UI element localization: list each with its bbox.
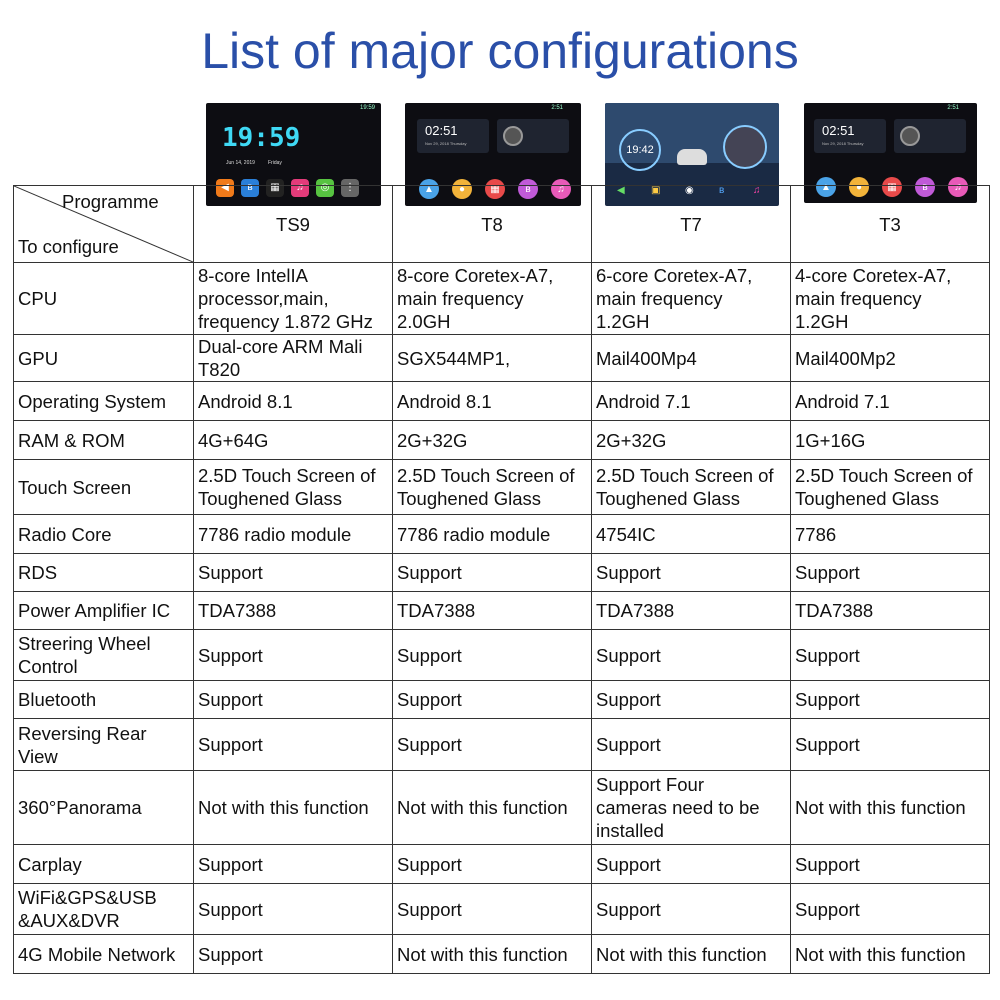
- radio-icon: ●: [452, 179, 472, 199]
- cell-text-line: 2G+32G: [397, 429, 468, 451]
- spec-value-cell: [592, 263, 791, 335]
- spec-value-cell: [393, 460, 592, 515]
- table-row: [14, 681, 990, 719]
- spec-value-cell: [393, 335, 592, 382]
- spec-value-cell: [393, 935, 592, 974]
- cell-text-line: Reversing Rear: [18, 722, 147, 744]
- table-row: [14, 592, 990, 630]
- cell-text-line: Streering Wheel: [18, 633, 151, 654]
- ts9-date: Jun 14, 2019: [226, 160, 255, 166]
- cell-text-line: Dual-core ARM Mali: [198, 336, 363, 357]
- cell-text-line: Support: [795, 853, 860, 875]
- cell-text-line: 4G Mobile Network: [18, 943, 176, 965]
- cell-text-line: Support: [596, 853, 661, 875]
- cell-text-line: Support: [596, 562, 661, 583]
- cell-text-line: 2.5D Touch Screen of: [795, 465, 973, 486]
- status-time: 2:51: [551, 105, 563, 111]
- cell-text-line: Power Amplifier IC: [18, 600, 171, 621]
- cell-text-line: Operating System: [18, 390, 167, 412]
- row-label-cell: [14, 681, 194, 719]
- spec-value-cell: [592, 884, 791, 935]
- cell-text-line: processor,main,: [198, 288, 329, 309]
- table-row: [14, 884, 990, 935]
- table-row: [14, 515, 990, 554]
- row-label-cell: [14, 771, 194, 845]
- cell-text-line: Not with this function: [596, 943, 767, 965]
- table-row: [14, 460, 990, 515]
- model-header-ts9: TS9: [194, 186, 393, 263]
- cell-text-line: WiFi&GPS&USB: [18, 887, 157, 908]
- status-bar: [206, 103, 381, 113]
- spec-value-cell: [592, 554, 791, 592]
- cell-text-line: Toughened Glass: [596, 488, 740, 509]
- configuration-table: [13, 185, 990, 974]
- spec-value-cell: [592, 421, 791, 460]
- music-icon: ♫: [291, 179, 309, 197]
- spec-value-cell: [194, 421, 393, 460]
- page-title: List of major configurations: [201, 23, 799, 79]
- cell-text-line: TDA7388: [397, 600, 476, 621]
- row-label-cell: [14, 263, 194, 335]
- cell-text-line: Support: [596, 689, 661, 710]
- navigation-icon: ◀: [216, 179, 234, 197]
- cell-text-line: Toughened Glass: [198, 488, 342, 509]
- cell-text-line: 1.2GH: [795, 311, 849, 332]
- cell-text-line: 1G+16G: [795, 429, 866, 451]
- table-row: [14, 421, 990, 460]
- cell-text-line: Support: [596, 734, 661, 755]
- cell-text-line: Not with this function: [397, 797, 568, 818]
- spec-value-cell: [791, 771, 990, 845]
- cell-text-line: Android 8.1: [198, 390, 293, 412]
- spec-value-cell: [194, 719, 393, 771]
- spec-value-cell: [194, 771, 393, 845]
- table-row: [14, 630, 990, 681]
- cell-text-line: Mail400Mp2: [795, 347, 896, 369]
- spec-value-cell: [592, 460, 791, 515]
- cell-text-line: Support: [397, 644, 462, 666]
- spec-value-cell: [592, 719, 791, 771]
- spec-value-cell: [791, 630, 990, 681]
- cell-text-line: Support: [795, 898, 860, 920]
- spec-value-cell: [791, 382, 990, 421]
- cell-text-line: Toughened Glass: [795, 488, 939, 509]
- cell-text-line: Support: [198, 689, 263, 710]
- navigation-icon: ◀: [617, 185, 625, 196]
- spec-value-cell: [194, 382, 393, 421]
- header-corner-cell: [14, 186, 194, 263]
- bluetooth-icon: ʙ: [241, 179, 259, 197]
- cell-text-line: Not with this function: [397, 943, 568, 965]
- spec-value-cell: [194, 460, 393, 515]
- cell-text-line: &AUX&DVR: [18, 910, 120, 931]
- spec-value-cell: [194, 630, 393, 681]
- cell-text-line: 6-core Coretex-A7,: [596, 265, 753, 286]
- ts9-day: Friday: [268, 160, 282, 166]
- spec-value-cell: [791, 421, 990, 460]
- spec-value-cell: [791, 884, 990, 935]
- spec-value-cell: [194, 592, 393, 630]
- cell-text-line: 4-core Coretex-A7,: [795, 265, 952, 286]
- spec-value-cell: [592, 515, 791, 554]
- cell-text-line: Control: [18, 656, 78, 677]
- row-label-cell: [14, 845, 194, 884]
- clock-widget: [417, 119, 489, 153]
- model-header-t8: T8: [393, 186, 592, 263]
- model-header-t7: T7: [592, 186, 791, 263]
- cell-text-line: 8-core Coretex-A7,: [397, 265, 554, 286]
- spec-value-cell: [791, 681, 990, 719]
- spec-value-cell: [592, 630, 791, 681]
- bluetooth-icon: ʙ: [518, 179, 538, 199]
- cell-text-line: Android 7.1: [795, 390, 890, 412]
- row-label-cell: [14, 515, 194, 554]
- apps-icon: ⋮: [341, 179, 359, 197]
- radio-icon: ◎: [316, 179, 334, 197]
- spec-value-cell: [592, 771, 791, 845]
- cell-text-line: frequency 1.872 GHz: [198, 311, 373, 332]
- spec-value-cell: [194, 263, 393, 335]
- row-label-cell: [14, 421, 194, 460]
- cell-text-line: Support: [198, 898, 263, 920]
- spec-value-cell: [194, 935, 393, 974]
- cell-text-line: Carplay: [18, 853, 82, 875]
- music-widget: [894, 119, 966, 153]
- cell-text-line: SGX544MP1,: [397, 347, 511, 369]
- spec-value-cell: [194, 554, 393, 592]
- cell-text-line: 2.0GH: [397, 311, 451, 332]
- cell-text-line: Support: [198, 644, 263, 666]
- t8-clock: 02:51: [425, 123, 458, 138]
- cell-text-line: Support: [795, 644, 860, 666]
- cell-text-line: Bluetooth: [18, 689, 97, 710]
- cell-text-line: TDA7388: [596, 600, 675, 621]
- table-row: [14, 935, 990, 974]
- cell-text-line: Support: [397, 689, 462, 710]
- configure-label: To configure: [18, 236, 119, 257]
- cell-text-line: Not with this function: [795, 943, 966, 965]
- cell-text-line: Support: [397, 853, 462, 875]
- spec-value-cell: [791, 460, 990, 515]
- spec-value-cell: [393, 263, 592, 335]
- car-icon: [677, 149, 707, 165]
- programme-label: Programme: [62, 191, 159, 212]
- disc-icon: [503, 126, 523, 146]
- cell-text-line: 2.5D Touch Screen of: [198, 465, 376, 486]
- spec-value-cell: [393, 681, 592, 719]
- t8-date: Nov 29, 2018 Thursday: [425, 141, 467, 146]
- spec-value-cell: [393, 382, 592, 421]
- spec-value-cell: [791, 263, 990, 335]
- spec-value-cell: [194, 884, 393, 935]
- music-widget: [497, 119, 569, 153]
- cell-text-line: 4754IC: [596, 523, 656, 545]
- table-row: [14, 771, 990, 845]
- cell-text-line: Toughened Glass: [397, 488, 541, 509]
- table-row: [14, 263, 990, 335]
- spec-value-cell: [393, 771, 592, 845]
- cell-text-line: Radio Core: [18, 523, 112, 545]
- spec-value-cell: [791, 554, 990, 592]
- cell-text-line: main frequency: [596, 288, 723, 309]
- spec-value-cell: [393, 592, 592, 630]
- music-icon: ♫: [948, 177, 968, 197]
- bluetooth-icon: ʙ: [915, 177, 935, 197]
- cell-text-line: Support: [198, 734, 263, 755]
- spec-value-cell: [791, 515, 990, 554]
- bluetooth-icon: ʙ: [719, 185, 725, 196]
- cell-text-line: Support Four: [596, 774, 704, 795]
- table-row: [14, 845, 990, 884]
- cell-text-line: Support: [198, 562, 263, 583]
- row-label-cell: [14, 719, 194, 771]
- spec-value-cell: [393, 719, 592, 771]
- music-icon: ♫: [753, 185, 761, 196]
- spec-value-cell: [592, 681, 791, 719]
- cell-text-line: 4G+64G: [198, 429, 269, 451]
- cell-text-line: TDA7388: [795, 600, 874, 621]
- status-time: 2:51: [947, 105, 959, 111]
- spec-value-cell: [592, 592, 791, 630]
- spec-value-cell: [194, 335, 393, 382]
- spec-value-cell: [791, 335, 990, 382]
- disc-icon: [900, 126, 920, 146]
- spec-value-cell: [393, 554, 592, 592]
- cell-text-line: installed: [596, 820, 664, 841]
- spec-value-cell: [393, 845, 592, 884]
- cell-text-line: main frequency: [795, 288, 922, 309]
- spec-value-cell: [791, 719, 990, 771]
- clock-widget: [814, 119, 886, 153]
- spec-value-cell: [791, 935, 990, 974]
- table-row: [14, 554, 990, 592]
- ts9-clock: 19:59: [222, 123, 301, 153]
- t3-clock: 02:51: [822, 123, 855, 138]
- status-time: 19:59: [359, 105, 375, 111]
- table-row: [14, 335, 990, 382]
- cell-text-line: Mail400Mp4: [596, 347, 697, 369]
- cell-text-line: View: [18, 745, 58, 767]
- row-label-cell: [14, 335, 194, 382]
- spec-value-cell: [791, 592, 990, 630]
- cell-text-line: 7786 radio module: [397, 523, 551, 545]
- cell-text-line: TDA7388: [198, 600, 277, 621]
- spec-value-cell: [194, 681, 393, 719]
- cell-text-line: Not with this function: [795, 797, 966, 818]
- cell-text-line: Android 8.1: [397, 390, 492, 412]
- t3-date: Nov 29, 2018 Thursday: [822, 141, 864, 146]
- cell-text-line: 7786 radio module: [198, 523, 352, 545]
- row-label-cell: [14, 630, 194, 681]
- cell-text-line: Support: [795, 562, 860, 583]
- cell-text-line: Support: [795, 734, 860, 755]
- cell-text-line: Support: [596, 644, 661, 666]
- cell-text-line: cameras need to be: [596, 797, 760, 818]
- video-icon: ▦: [266, 179, 284, 197]
- cell-text-line: Support: [198, 853, 263, 875]
- cell-text-line: 2G+32G: [596, 429, 667, 451]
- spec-value-cell: [592, 335, 791, 382]
- cell-text-line: 360°Panorama: [18, 797, 142, 818]
- cell-text-line: GPU: [18, 347, 59, 369]
- spec-value-cell: [393, 630, 592, 681]
- cell-text-line: Support: [397, 898, 462, 920]
- table-row: [14, 719, 990, 771]
- spec-value-cell: [592, 935, 791, 974]
- spec-value-cell: [194, 845, 393, 884]
- radio-icon: ▣: [651, 185, 661, 196]
- cell-text-line: Android 7.1: [596, 390, 691, 412]
- cell-text-line: RDS: [18, 562, 58, 583]
- cell-text-line: RAM & ROM: [18, 429, 125, 451]
- status-bar: [804, 103, 977, 113]
- cell-text-line: Support: [198, 943, 263, 965]
- radio-icon: ●: [849, 177, 869, 197]
- row-label-cell: [14, 592, 194, 630]
- cell-text-line: 2.5D Touch Screen of: [397, 465, 575, 486]
- spec-value-cell: [791, 845, 990, 884]
- cell-text-line: Support: [397, 734, 462, 755]
- apps-icon: ▦: [485, 179, 505, 199]
- spec-value-cell: [592, 382, 791, 421]
- spec-value-cell: [393, 884, 592, 935]
- cell-text-line: Support: [596, 898, 661, 920]
- table-row: [14, 382, 990, 421]
- row-label-cell: [14, 554, 194, 592]
- cell-text-line: Touch Screen: [18, 476, 132, 498]
- status-bar: [405, 103, 581, 113]
- spec-value-cell: [393, 421, 592, 460]
- cell-text-line: Support: [397, 562, 462, 583]
- row-label-cell: [14, 460, 194, 515]
- cell-text-line: 1.2GH: [596, 311, 650, 332]
- cell-text-line: 8-core IntelIA: [198, 265, 309, 286]
- car-settings-icon: ◉: [685, 185, 694, 196]
- spec-value-cell: [194, 515, 393, 554]
- album-art: [723, 125, 767, 169]
- t7-clock: 19:42: [619, 129, 661, 171]
- cell-text-line: main frequency: [397, 288, 524, 309]
- model-header-t3: T3: [791, 186, 990, 263]
- cell-text-line: CPU: [18, 288, 58, 309]
- cell-text-line: T820: [198, 359, 241, 380]
- cell-text-line: Not with this function: [198, 797, 369, 818]
- row-label-cell: [14, 884, 194, 935]
- navigation-icon: ▲: [419, 179, 439, 199]
- cell-text-line: 7786: [795, 523, 837, 545]
- spec-value-cell: [393, 515, 592, 554]
- spec-value-cell: [592, 845, 791, 884]
- cell-text-line: Support: [795, 689, 860, 710]
- row-label-cell: [14, 935, 194, 974]
- table-header-row: [14, 186, 990, 263]
- row-label-cell: [14, 382, 194, 421]
- cell-text-line: 2.5D Touch Screen of: [596, 465, 774, 486]
- apps-icon: ▦: [882, 177, 902, 197]
- music-icon: ♫: [551, 179, 571, 199]
- navigation-icon: ▲: [816, 177, 836, 197]
